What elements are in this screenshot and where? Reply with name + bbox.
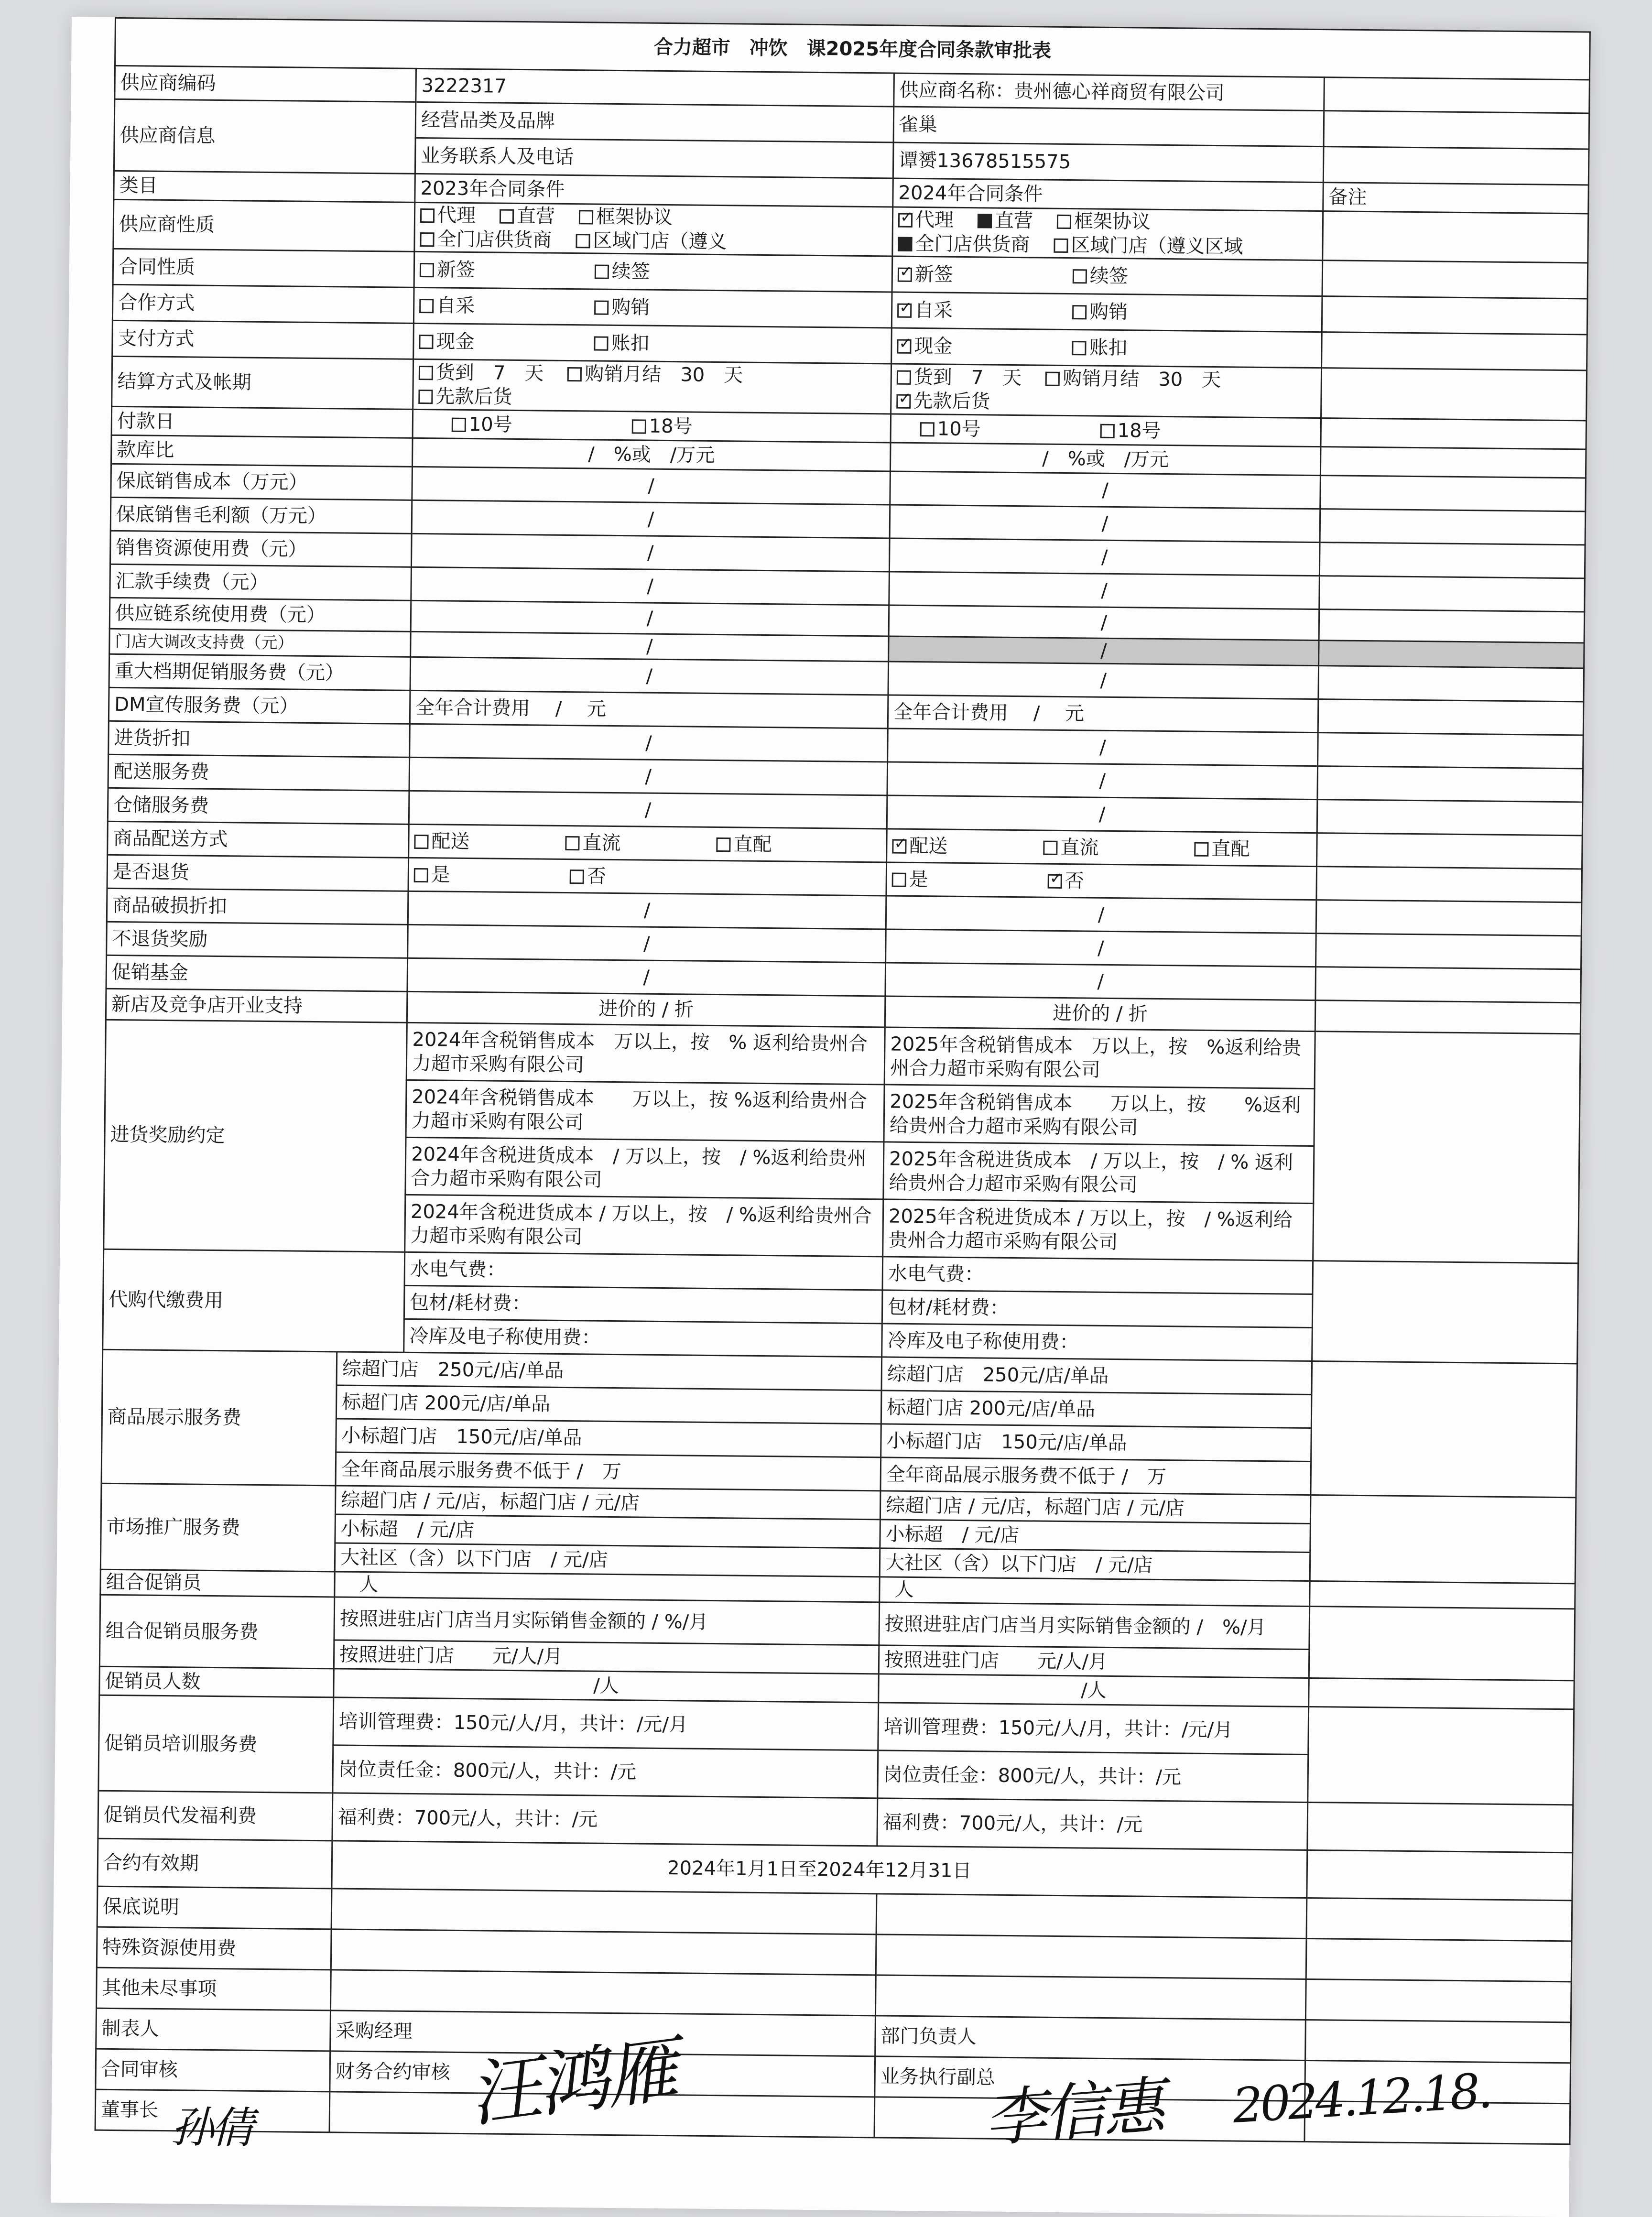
checkbox — [420, 263, 434, 277]
form-title: 合力超市 冲饮 课2025年度合同条款审批表 — [115, 18, 1590, 80]
training-2024: 培训管理费：150元/人/月，共计：/元/月 — [878, 1703, 1309, 1755]
market-2024: 小标超 / 元/店 — [880, 1520, 1311, 1553]
purchase-mgr-label: 采购经理 — [330, 2011, 876, 2056]
row-value-2024: / — [888, 728, 1318, 766]
row-label: 商品破损折扣 — [107, 888, 408, 924]
stock-ratio-2023: / %或 /万元 — [412, 438, 891, 471]
dept-head-label: 部门负责人 — [875, 2016, 1306, 2061]
display-fee-label: 商品展示服务费 — [101, 1349, 337, 1486]
combo-promoter-label: 组合促销员 — [100, 1569, 335, 1597]
checkbox — [419, 366, 433, 380]
checkbox-checked — [898, 213, 913, 228]
checkbox-checked — [897, 304, 912, 318]
contact-value: 谭赟13678515575 — [893, 142, 1324, 183]
checkbox — [1043, 840, 1057, 855]
row-value-2023: / — [412, 467, 891, 505]
dm-2023: 全年合计费用 / 元 — [410, 690, 888, 728]
nature-label: 供应商性质 — [113, 199, 415, 251]
category-brand-value: 雀巢 — [893, 107, 1324, 147]
reward-2023-4: 2024年含税进货成本 / 万以上，按 / %返利给贵州合力超市采购有限公司 — [405, 1195, 883, 1257]
chairman-label: 董事长 — [95, 2089, 330, 2132]
checkbox — [420, 232, 434, 247]
row-value-2023: / — [410, 657, 889, 695]
dm-2024: 全年合计费用 / 元 — [888, 695, 1318, 733]
checkbox — [716, 837, 730, 852]
display-2024: 全年商品展示服务费不低于 / 万 — [880, 1457, 1311, 1495]
checkbox — [892, 872, 906, 887]
signature-purchase-manager: 汪鸿雁 — [464, 2028, 680, 2138]
new-store-2024: 进价的 / 折 — [885, 996, 1315, 1032]
display-2024: 综超门店 250元/店/单品 — [881, 1357, 1312, 1395]
training-label: 促销员培训服务费 — [98, 1695, 334, 1793]
settle-label: 结算方式及帐期 — [112, 356, 413, 409]
checkbox-filled — [978, 214, 992, 228]
combo-fee-2024: 按照进驻店门店当月实际销售金额的 / %/月 — [879, 1602, 1310, 1650]
market-fee-label: 市场推广服务费 — [100, 1483, 336, 1572]
proxy-2024: 冷库及电子称使用费： — [882, 1324, 1313, 1361]
row-label: 仓储服务费 — [108, 788, 409, 824]
checkbox — [419, 335, 433, 349]
promoter-count-2023: /人 — [334, 1669, 879, 1703]
row-value-2023: / — [409, 757, 888, 795]
row-value-2024: / — [886, 896, 1316, 934]
coop-label: 合作方式 — [112, 284, 414, 323]
header-2023: 2023年合同条件 — [415, 174, 893, 207]
row-label: 进货折扣 — [109, 721, 410, 757]
returnable-label: 是否退货 — [107, 855, 409, 891]
checkbox — [1073, 269, 1087, 283]
combo-fee-2023: 按照进驻店门店当月实际销售金额的 / %/月 — [334, 1597, 880, 1645]
dm-label: DM宣传服务费（元） — [109, 687, 410, 724]
combo-fee-2024: 按照进驻门店 元/人/月 — [879, 1645, 1309, 1678]
proxy-2024: 包材/耗材费： — [882, 1290, 1313, 1328]
checkbox — [414, 834, 428, 848]
row-value-2023: / — [408, 891, 886, 929]
row-value-2023: / — [408, 924, 886, 963]
display-2024: 标超门店 200元/店/单品 — [881, 1391, 1312, 1428]
checkbox — [1057, 215, 1071, 229]
display-2023: 小标超门店 150元/店/单品 — [336, 1419, 881, 1457]
new-store-2023: 进价的 / 折 — [407, 991, 885, 1027]
reward-2024-4: 2025年含税进货成本 / 万以上，按 / %返利给贵州合力超市采购有限公司 — [883, 1199, 1314, 1261]
supplier-code-value: 3222317 — [416, 68, 894, 107]
proxy-2024: 水电气费： — [882, 1257, 1313, 1294]
category-brand-label: 经营品类及品牌 — [415, 102, 894, 142]
market-2024: 综超门店 / 元/店，标超门店 / 元/店 — [880, 1491, 1311, 1524]
nature-2024: ✓代理 直营 框架协议 全门店供货商 区域门店（遵义区域 — [892, 207, 1323, 261]
training-2023: 培训管理费：150元/人/月，共计：/元/月 — [333, 1697, 879, 1750]
row-value-2023: / — [407, 958, 886, 996]
welfare-2024: 福利费：700元/人，共计：/元 — [877, 1798, 1308, 1850]
header-note: 备注 — [1323, 183, 1589, 214]
row-value-2024: / — [889, 538, 1320, 576]
row-value-2024: / — [885, 963, 1316, 1000]
row-value-2024: / — [890, 505, 1320, 543]
contact-label: 业务联系人及电话 — [415, 138, 893, 178]
checkbox — [897, 370, 911, 385]
checkbox-checked — [896, 394, 911, 409]
checkbox — [565, 836, 579, 850]
row-label: 供应链系统使用费（元） — [109, 598, 411, 631]
checkbox — [1194, 842, 1208, 856]
validity-value: 2024年1月1日至2024年12月31日 — [332, 1841, 1307, 1898]
proxy-2023: 包材/耗材费： — [404, 1285, 882, 1324]
row-value-2024: / — [888, 662, 1319, 699]
row-label: 销售资源使用费（元） — [110, 531, 412, 567]
row-value-2023: / — [411, 533, 890, 572]
checkbox — [1054, 239, 1068, 253]
vp-label: 业务执行副总 — [875, 2056, 1305, 2101]
welfare-2023: 福利费：700元/人，共计：/元 — [332, 1793, 878, 1846]
market-2023: 小标超 / 元/店 — [335, 1514, 880, 1548]
checkbox — [500, 209, 514, 224]
delivery-mode-label: 商品配送方式 — [108, 821, 409, 858]
checkbox — [595, 265, 609, 279]
promoter-count-2024: /人 — [879, 1674, 1309, 1707]
proxy-2023: 冷库及电子称使用费： — [404, 1319, 882, 1357]
checkbox-checked — [1048, 874, 1062, 888]
reward-2023-3: 2024年含税进货成本 / 万以上，按 / %返利给贵州合力超市采购有限公司 — [405, 1137, 884, 1199]
checkbox — [419, 299, 434, 313]
welfare-label: 促销员代发福利费 — [98, 1791, 333, 1841]
market-2023: 综超门店 / 元/店，标超门店 / 元/店 — [335, 1486, 880, 1520]
supplier-name: 供应商名称：贵州德心祥商贸有限公司 — [894, 73, 1325, 111]
row-value-2023: / — [410, 724, 888, 762]
market-2023: 大社区（含）以下门店 / 元/店 — [335, 1543, 880, 1577]
row-value-2024: / — [889, 572, 1320, 609]
promoter-count-label: 促销员人数 — [99, 1666, 334, 1697]
proxy-fee-label: 代购代缴费用 — [103, 1249, 405, 1352]
finance-review-label: 财务合约审核 — [330, 2051, 875, 2097]
guarantee-note-label: 保底说明 — [97, 1886, 332, 1929]
checkbox — [576, 234, 590, 248]
combo-2023: 人 — [335, 1572, 880, 1602]
payday-label: 付款日 — [111, 406, 413, 438]
supplier-code-label: 供应商编码 — [115, 65, 416, 102]
contract-review-label: 合同审核 — [96, 2049, 330, 2092]
checkbox — [567, 367, 582, 381]
supplier-info-label: 供应商信息 — [114, 99, 415, 174]
row-value-2024: / — [889, 605, 1319, 641]
signature-maker: 孙倩 — [171, 2102, 252, 2153]
checkbox — [452, 417, 466, 432]
row-value-2024: / — [886, 929, 1316, 967]
row-label: 重大档期促销服务费（元） — [109, 654, 411, 690]
combo-2024: 人 — [880, 1577, 1310, 1607]
combo-fee-label: 组合促销员服务费 — [99, 1595, 334, 1669]
row-label: 汇款手续费（元） — [110, 564, 412, 600]
display-2023: 标超门店 200元/店/单品 — [336, 1385, 881, 1424]
signature-dept-head: 李信惠 — [981, 2069, 1165, 2156]
pay-label: 支付方式 — [112, 320, 414, 359]
header-2024: 2024年合同条件 — [893, 178, 1324, 211]
row-value-2023: / — [411, 567, 890, 605]
reward-2024-2: 2025年含税销售成本 万以上，按 %返利给贵州合力超市采购有限公司 — [884, 1085, 1315, 1146]
other-label: 其他未尽事项 — [97, 1967, 331, 2011]
display-2023: 综超门店 250元/店/单品 — [337, 1352, 882, 1391]
row-value-2023: / — [411, 600, 889, 636]
checkbox — [594, 337, 608, 351]
checkbox-checked — [892, 839, 906, 853]
row-value-2024: / — [887, 795, 1317, 833]
reward-2024-3: 2025年含税进货成本 / 万以上，按 / % 返利给贵州合力超市采购有限公司 — [883, 1142, 1314, 1204]
contract-label: 合同性质 — [113, 249, 414, 287]
checkbox — [418, 390, 433, 404]
checkbox-filled — [898, 237, 912, 251]
checkbox — [1045, 372, 1060, 386]
row-value-2024: / — [887, 762, 1318, 800]
reward-2023-1: 2024年含税销售成本 万以上，按 % 返利给贵州合力超市采购有限公司 — [406, 1022, 885, 1085]
signature-date: 2024.12.18. — [1231, 2063, 1491, 2134]
market-2024: 大社区（含）以下门店 / 元/店 — [880, 1548, 1310, 1581]
row-label: 保底销售成本（万元） — [111, 464, 413, 500]
training-2024: 岗位责任金：800元/人，共计：/元 — [878, 1750, 1308, 1803]
row-value-2024: / — [890, 471, 1321, 509]
checkbox-checked — [898, 268, 912, 282]
checkbox — [420, 208, 435, 223]
display-2024: 小标超门店 150元/店/单品 — [881, 1424, 1312, 1462]
special-resource-label: 特殊资源使用费 — [97, 1927, 331, 1970]
contract-approval-form: 合力超市 冲饮 课2025年度合同条款审批表 供应商编码 3222317 供应商名称：贵州德心祥商贸有限公司 供应商信息 经营品类及品牌 雀巢 业务联系人及电话 谭赟13678515575 类目 2023年合同条件 2024年合同条件 备注 供应商性质 代理 直营 框架协议 全门店供货商 区域门店（遵义 ✓代理 直营 框架协议 全门店供货商 区域门店（遵义区域 合同性质 新签 续签 ✓ 新签 续签 合作方式 自采 购销 ✓ 自采 购销 支付方式 现金 账扣 ✓ 现金 账扣 结算方式及帐期 货到 7 天 购销月结 30 天 先款后货 货到 7 天 购销月结 30 天 ✓先款后货 付款日 10号 18号 10号 18号 款库比 / %或 /万元 / %或 /万元 保底销售成本（万元） / / 保底销售毛利额（万元） / / 销售资源使用费（元） / / 汇款手续费（元） / / 供应链系统使用费（元） / / 门店大调改支持费（元） / / 重大档期促销服务费（元） / / DM宣传服务费（元） 全年合计费用 / 元 全年合计费用 / 元 进货折扣 / / 配送服务费 / / 仓储服务费 / / 商品配送方式 配送 直流 直配 ✓ 配送 直流 直配 是否退货 是 否 是✓ 否 商品破损折扣 / / 不退货奖励 / / 促销基金 / / 新店及竞争店开业支持 进价的 / 折 进价的 / 折 进货奖励约定 2024年含税销售成本 万以上，按 % 返利给贵州合力超市采购有限公司 2025年含税销售成本 万以上，按 %返利给贵州合力超市采购有限公司 2024年含税销售成本 万以上，按 %返利给贵州合力超市采购有限公司 2025年含税销售成本 万以上，按 %返利给贵州合力超市采购有限公司 2024年含税进货成本 / 万以上，按 / %返利给贵州合力超市采购有限公司 2025年含税进货成本 / 万以上，按 / % 返利给贵州合力超市采购有限公司 2024年含税进货成本 / 万以上，按 / %返利给贵州合力超市采购有限公司 2025年含税进货成本 / 万以上，按 / %返利给贵州合力超市采购有限公司 代购代缴费用 水电气费： 水电气费： 包材/耗材费： 包材/耗材费： 冷库及电子称使用费： 冷库及电子称使用费： 商品展示服务费 综超门店 250元/店/单品 综超门店 250元/店/单品 标超门店 200元/店/单品 标超门店 200元/店/单品 小标超门店 150元/店/单品 小标超门店 150元/店/单品 全年商品展示服务费不低于 / 万 全年商品展示服务费不低于 / 万 市场推广服务费 综超门店 / 元/店，标超门店 / 元/店 综超门店 / 元/店，标超门店 / 元/店 小标超 / 元/店 小标超 / 元/店 大社区（含）以下门店 / 元/店 大社区（含）以下门店 / 元/店 组合促销员 人 人 组合促销员服务费 按照进驻店门店当月实际销售金额的 / %/月 按照进驻店门店当月实际销售金额的 / %/月 按照进驻门店 元/人/月 按照进驻门店 元/人/月 促销员人数 /人 /人 促销员培训服务费 培训管理费：150元/人/月，共计：/元/月 培训管理费：150元/人/月，共计：/元/月 岗位责任金：800元/人，共计：/元 岗位责任金：800元/人，共计：/元 促销员代发福利费 福利费：700元/人，共计：/元 福利费：700元/人，共计：/元 合约有效期 2024年1月1日至2024年12月31日 保底说明 特殊资源使用费 其他未尽事项 制表人 采购经理 部门负责人 合同审核 财务合约审核 业务执行副总 董事长 — [95, 17, 1591, 2145]
paper-sheet — [51, 17, 1590, 2217]
training-2023: 岗位责任金：800元/人，共计：/元 — [333, 1745, 878, 1798]
combo-fee-2023: 按照进驻门店 元/人/月 — [334, 1640, 879, 1674]
reward-2024-1: 2025年含税销售成本 万以上，按 %返利给贵州合力超市采购有限公司 — [884, 1027, 1315, 1089]
checkbox — [632, 419, 646, 434]
checkbox — [1072, 341, 1086, 355]
stock-ratio-label: 款库比 — [111, 435, 413, 467]
proxy-2023: 水电气费： — [404, 1252, 883, 1290]
row-value-2023: / — [411, 631, 889, 662]
row-label: 保底销售毛利额（万元） — [110, 497, 412, 533]
new-store-label: 新店及竞争店开业支持 — [106, 989, 407, 1022]
row-label: 促销基金 — [106, 955, 408, 991]
validity-label: 合约有效期 — [98, 1838, 332, 1889]
checkbox — [594, 301, 609, 315]
row-label: 门店大调改支持费（元） — [109, 629, 411, 657]
purchase-reward-label: 进货奖励约定 — [104, 1020, 407, 1252]
row-label: 不退货奖励 — [107, 922, 408, 958]
reward-2023-2: 2024年含税销售成本 万以上，按 %返利给贵州合力超市采购有限公司 — [406, 1080, 884, 1142]
nature-2023: 代理 直营 框架协议 全门店供货商 区域门店（遵义 — [414, 202, 893, 256]
checkbox — [579, 210, 593, 224]
row-value-2024: / — [889, 636, 1319, 666]
row-value-2023: / — [412, 500, 890, 538]
checkbox — [1100, 424, 1115, 438]
row-label: 配送服务费 — [108, 754, 410, 791]
checkbox — [414, 868, 428, 882]
checkbox-checked — [897, 339, 911, 354]
category-label: 类目 — [114, 171, 415, 202]
row-value-2023: / — [409, 791, 887, 829]
checkbox — [570, 869, 584, 884]
maker-label: 制表人 — [96, 2008, 331, 2051]
checkbox — [1072, 305, 1087, 319]
stock-ratio-2024: / %或 /万元 — [890, 443, 1321, 476]
display-2023: 全年商品展示服务费不低于 / 万 — [336, 1452, 881, 1491]
checkbox — [920, 422, 935, 436]
